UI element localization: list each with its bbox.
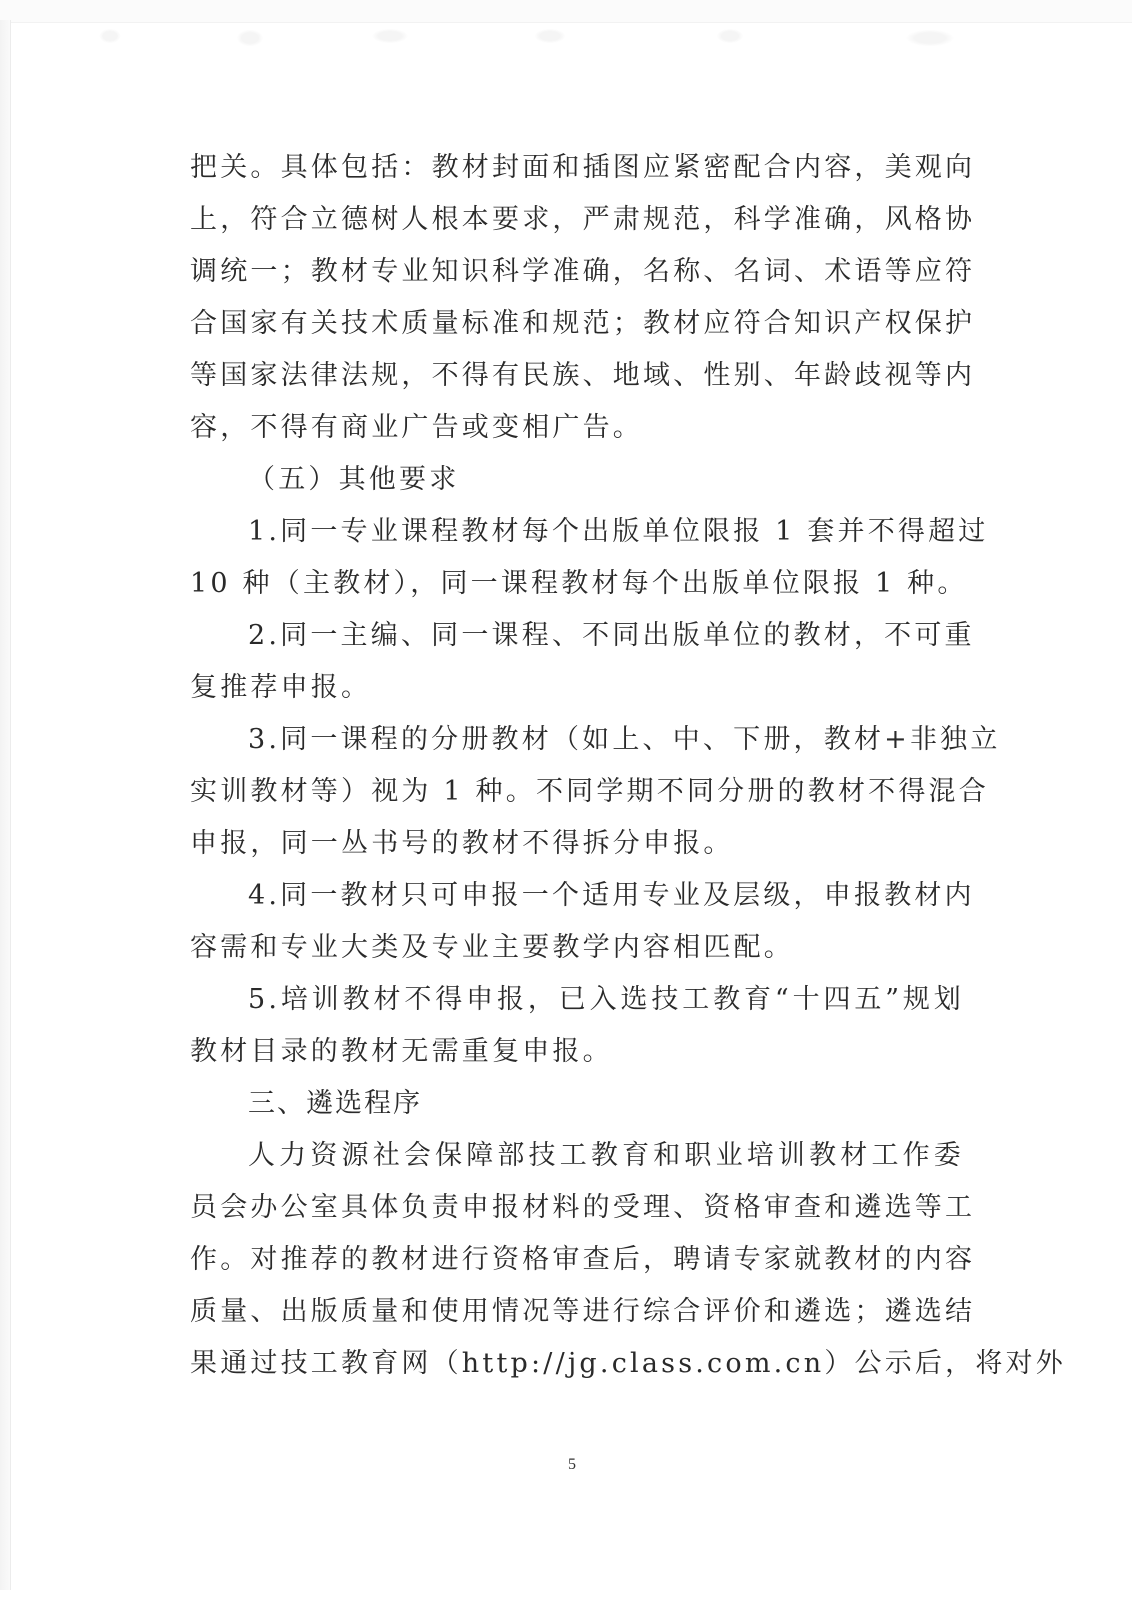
page-number: 5 xyxy=(568,1456,576,1473)
text-line: 作。对推荐的教材进行资格审查后，聘请专家就教材的内容 xyxy=(190,1244,976,1275)
bleed-through-artifact xyxy=(90,24,1040,54)
scan-left-edge xyxy=(0,20,11,1590)
subsection-other-requirements xyxy=(190,454,1001,1078)
section-heading: 三、遴选程序 xyxy=(248,1088,422,1119)
text-line: 2.同一主编、同一课程、不同出版单位的教材，不可重 xyxy=(248,620,975,651)
text-line: 4.同一教材只可申报一个适用专业及层级，申报教材内 xyxy=(248,880,975,911)
text-line: 质量、出版质量和使用情况等进行综合评价和遴选；遴选结 xyxy=(190,1296,976,1327)
subsection-title: （五）其他要求 xyxy=(248,464,460,495)
requirement-item-4 xyxy=(190,870,975,974)
requirement-item-1 xyxy=(190,506,989,610)
text-line: 人力资源社会保障部技工教育和职业培训教材工作委 xyxy=(248,1140,964,1171)
requirement-item-5 xyxy=(190,974,964,1078)
scan-top-edge xyxy=(0,0,1132,23)
document-page-body xyxy=(190,142,1066,1390)
text-line: 复推荐申报。 xyxy=(190,672,372,703)
requirement-item-2 xyxy=(190,610,975,714)
text-line: 1.同一专业课程教材每个出版单位限报 1 套并不得超过 xyxy=(248,516,989,547)
text-line: 等国家法律法规，不得有民族、地域、性别、年龄歧视等内 xyxy=(190,360,976,391)
text-line: 教材目录的教材无需重复申报。 xyxy=(190,1036,613,1067)
text-line: 合国家有关技术质量标准和规范；教材应符合知识产权保护 xyxy=(190,308,976,339)
section-selection-procedure xyxy=(190,1078,1066,1390)
text-line-with-url: 果通过技工教育网（http://jg.class.com.cn）公示后，将对外 xyxy=(190,1348,1066,1379)
text-line: 调统一；教材专业知识科学准确，名称、名词、术语等应符 xyxy=(190,256,976,287)
text-line: 员会办公室具体负责申报材料的受理、资格审查和遴选等工 xyxy=(190,1192,976,1223)
text-line: 3.同一课程的分册教材（如上、中、下册，教材+非独立 xyxy=(248,724,1001,755)
text-line: 把关。具体包括：教材封面和插图应紧密配合内容，美观向 xyxy=(190,152,976,183)
text-line: 10 种（主教材），同一课程教材每个出版单位限报 1 种。 xyxy=(190,568,968,599)
paragraph-cover-illustration-requirements xyxy=(190,142,976,454)
requirement-item-3 xyxy=(190,714,1001,870)
text-line: 上，符合立德树人根本要求，严肃规范，科学准确，风格协 xyxy=(190,204,976,235)
text-line: 容，不得有商业广告或变相广告。 xyxy=(190,412,643,443)
text-line: 5.培训教材不得申报，已入选技工教育“十四五”规划 xyxy=(248,984,964,1015)
text-line: 申报，同一丛书号的教材不得拆分申报。 xyxy=(190,828,734,859)
text-line: 容需和专业大类及专业主要教学内容相匹配。 xyxy=(190,932,794,963)
text-line: 实训教材等）视为 1 种。不同学期不同分册的教材不得混合 xyxy=(190,776,989,807)
